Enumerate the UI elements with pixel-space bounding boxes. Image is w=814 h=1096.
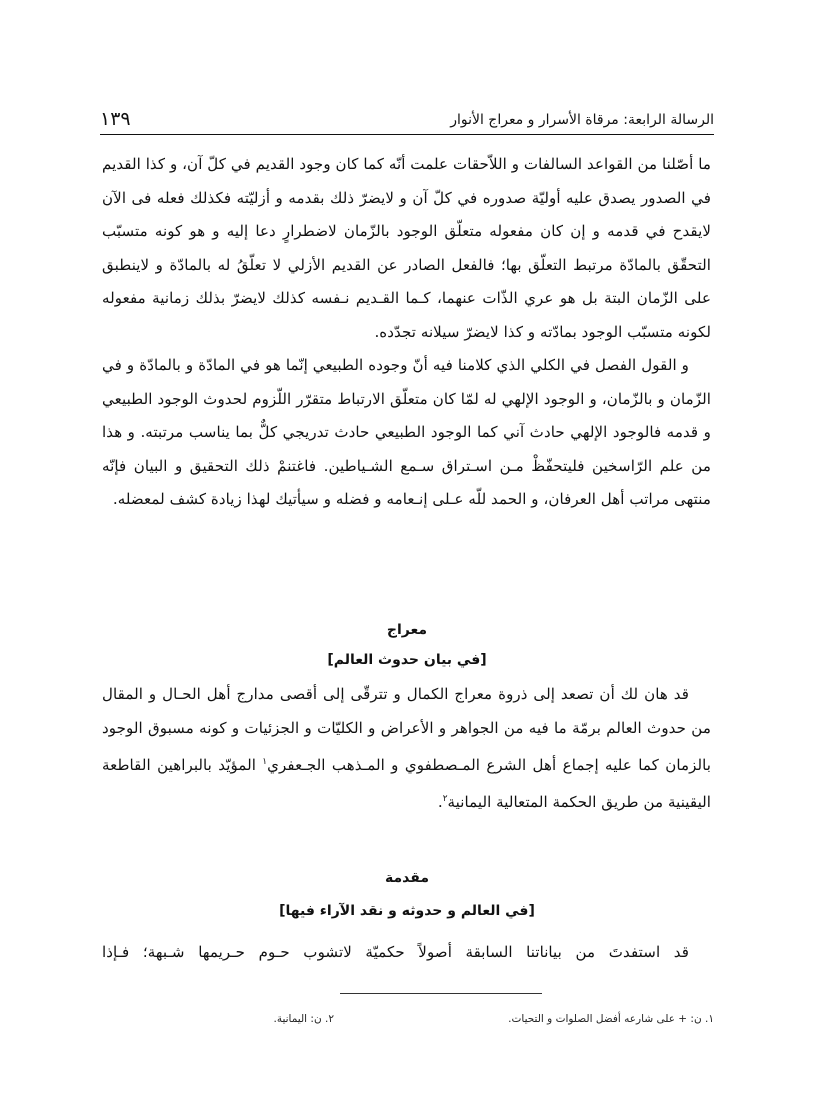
section-miraj-text bbox=[102, 677, 711, 819]
section-muqaddima-paragraph: قد استفدتَ من بياناتنا السابقة أصولاً حكميّة لاتشوب حـوم حـريمها شـبهة؛ فـإذا bbox=[102, 943, 689, 961]
body-paragraph-2: و القول الفصل في الكلي الذي كلامنا فيه أنّ وجوده الطبيعي إنّما هو في المادّة و بالمادّة و في الزّمان و بالزّمان، و الوجود الإلهي له لمّا كان متعلّق الارتباط متقرّر اللّزوم لحدوث الوجود الطبيعي و قدمه فالوجود الإلهي حادث آني كما الوجود الطبيعي حادث تدريجي كلٌّ بما يناسب مرتبته. و هذا من علم الرّاسخين فليتحفّظْ مـن اسـتراق سـمع الشـياطين. فاغتنمْ ذلك التحقيق و البيان فإنّه منتهى مراتب أهل العرفان، و الحمد للّه عـلى إنـعامه و فضله و سيأتيك لهذا زيادة كشف لمعضله. bbox=[102, 356, 711, 508]
section-subtitle-miraj: [في بيان حدوث العالم] bbox=[327, 652, 487, 668]
page-header bbox=[100, 98, 714, 135]
footnote-2: ٢. ن: اليمانية. bbox=[273, 1013, 334, 1025]
section-muqaddima-text bbox=[102, 935, 711, 969]
main-body-text bbox=[102, 148, 711, 517]
body-paragraph-1: ما أصّلنا من القواعد السالفات و اللاّحقات علمت أنّه كما كان وجود القديم في كلّ آن، و كذا القديم في الصدور يصدق عليه أوليّة صدوره في كلّ آن و لايضرّ ذلك بقدمه و أزليّته فكذلك فعله فى الآن لايقدح في قدمه و إن كان مفعوله متعلّق الوجود بالزّمان لاضطرارٍ دعا إليه و هو كونه متسبّب التحقّق بالمادّة مرتبط التعلّق بها؛ فالفعل الصادر عن القديم الأزلي لا تعلّقُ له بالمادّة و لاينطبق على الزّمان البتة بل هو عري الذّات عنهما، كـما القـديم نـفسه كذلك لايضرّ بذلك زمانية مفعوله لكونه متسبّب الوجود بمادّته و كذا لايضرّ سيلانه تجدّده. bbox=[102, 155, 712, 341]
footnotes bbox=[100, 1013, 714, 1025]
section-miraj-paragraph bbox=[102, 677, 711, 819]
page-number: ١٣٩ bbox=[100, 108, 131, 130]
footnote-marker-1: ١ bbox=[262, 757, 268, 767]
section-title-muqaddima: مقدمة bbox=[385, 870, 429, 886]
section-miraj-paragraph-main: قد هان لك أن تصعد إلى ذروة معراج الكمال و تترقّى إلى أقصى مدارج أهل الحـال و المقال من حدوث العالم برمّة ما فيه من الجواهر و الأعراض و الكليّات و الجزئيات و كونه مسبوق الوجود بالزمان كما عليه إجماع أهل الشرع المـصطفوي و المـذهب الجـعفري bbox=[102, 685, 712, 775]
section-title-miraj: معراج bbox=[386, 622, 428, 638]
section-subtitle-muqaddima: [في العالم و حدوثه و نقد الآراء فيها] bbox=[279, 903, 535, 919]
section-miraj-paragraph-end: المؤيّد بالبراهين القاطعة اليقينية من طريق الحكمة المتعالية اليمانية bbox=[102, 756, 711, 812]
section-miraj-paragraph-stop: . bbox=[437, 793, 443, 812]
footnote-1: ١. ن: + على شارعه أفضل الصلوات و التحيات. bbox=[508, 1013, 714, 1025]
footnote-marker-2: ٢ bbox=[442, 794, 448, 805]
running-title: الرسالة الرابعة: مرقاة الأسرار و معراج الأنوار bbox=[450, 112, 714, 128]
footnote-divider bbox=[340, 993, 542, 994]
